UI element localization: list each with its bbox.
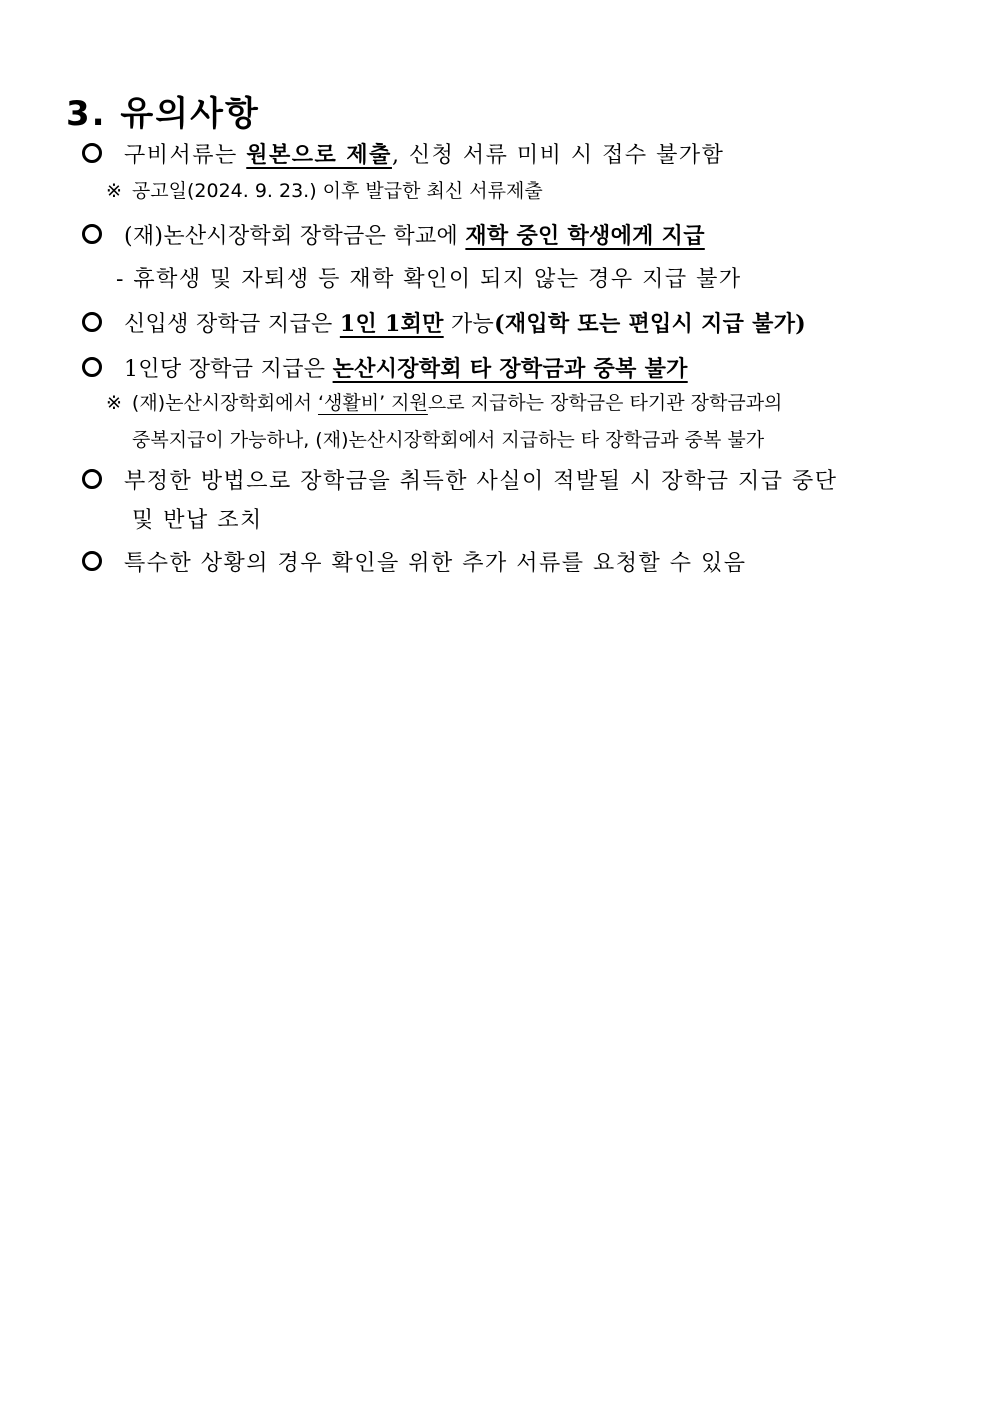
- note-text: 으로 지급하는 장학금은 타기관 장학금과의: [427, 392, 783, 414]
- list-item-continuation: 및 반납 조치: [132, 508, 263, 533]
- item-text: 구비서류는: [124, 143, 247, 168]
- note-text: 공고일(2024. 9. 23.) 이후 발급한 최신 서류제출: [131, 180, 543, 202]
- circle-bullet-icon: [82, 551, 102, 571]
- sub-item: - 휴학생 및 자퇴생 등 재학 확인이 되지 않는 경우 지급 불가: [116, 267, 742, 292]
- list-item: [82, 355, 688, 384]
- item-emphasis: 1인 1회만: [339, 311, 444, 337]
- list-item: [82, 310, 806, 339]
- item-text: , 신청 서류 미비 시 접수 불가함: [391, 143, 725, 168]
- note-line: 중복지급이 가능하나, (재)논산시장학회에서 지급하는 타 장학금과 중복 불가: [132, 429, 765, 451]
- item-text: 1인당 장학금 지급은: [124, 357, 333, 382]
- item-emphasis: 논산시장학회 타 장학금과 중복 불가: [332, 356, 688, 382]
- note-line: [106, 389, 782, 417]
- circle-bullet-icon: [82, 469, 102, 489]
- list-item: [82, 141, 724, 170]
- item-text: 신입생 장학금 지급은: [124, 312, 340, 337]
- reference-mark: ※: [106, 392, 122, 414]
- note-line: [106, 177, 543, 205]
- item-emphasis: 재학 중인 학생에게 지급: [465, 223, 705, 249]
- item-text: 가능: [443, 312, 495, 337]
- item-text: 부정한 방법으로 장학금을 취득한 사실이 적발될 시 장학금 지급 중단: [124, 469, 838, 494]
- list-item: [82, 468, 838, 496]
- item-emphasis: 원본으로 제출: [246, 142, 392, 168]
- item-text: 특수한 상황의 경우 확인을 위한 추가 서류를 요청할 수 있음: [124, 551, 747, 576]
- note-text: (재)논산시장학회에서: [131, 392, 318, 414]
- circle-bullet-icon: [82, 224, 102, 244]
- circle-bullet-icon: [82, 312, 102, 332]
- note-emphasis: ‘생활비’ 지원: [317, 392, 428, 414]
- section-heading: 3. 유의사항: [66, 94, 260, 134]
- list-item: [82, 550, 747, 578]
- circle-bullet-icon: [82, 357, 102, 377]
- item-emphasis-bold: (재입학 또는 편입시 지급 불가): [494, 311, 806, 337]
- item-text: (재)논산시장학회 장학금은 학교에: [124, 224, 466, 249]
- reference-mark: ※: [106, 180, 122, 202]
- list-item: [82, 222, 705, 251]
- circle-bullet-icon: [82, 143, 102, 163]
